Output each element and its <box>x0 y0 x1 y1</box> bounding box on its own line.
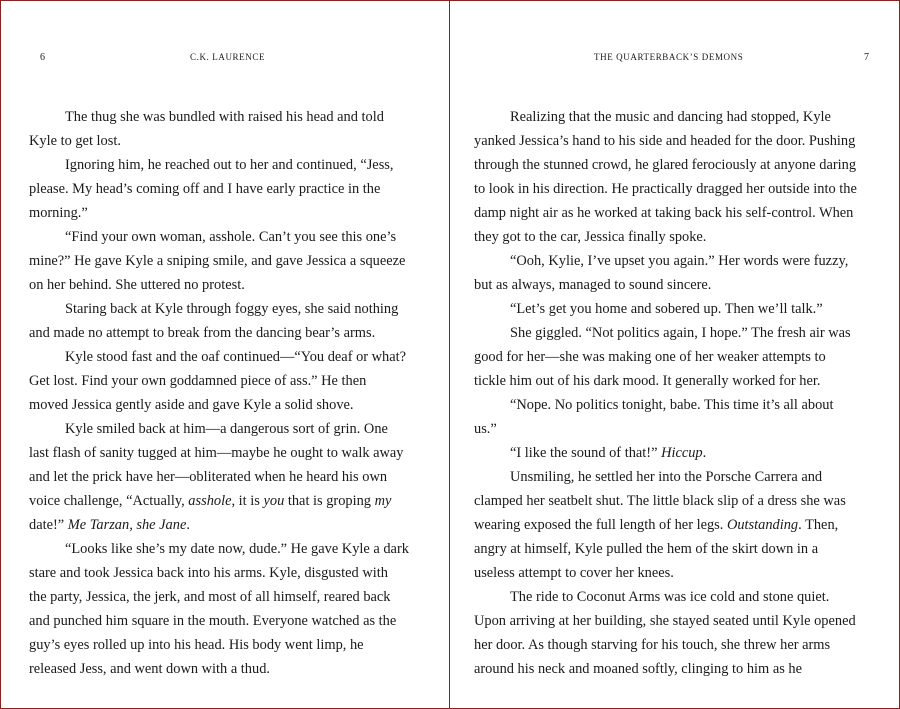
page-number: 7 <box>864 52 869 63</box>
paragraph: Staring back at Kyle through foggy eyes, she said nothing and made no attempt to break from the dancing bear’s arms. <box>29 301 399 341</box>
paragraph: “I like the sound of that!” Hiccup. <box>510 445 707 461</box>
paragraph: Realizing that the music and dancing had stopped, Kyle yanked Jessica’s hand to his side and headed for the door. Pushing through the stunned crowd, he glared ferociously at anyone daring to look in his direction. He practically dragged her outside into the damp night air as he worked at taking back his self-control. When they got to the car, Jessica finally spoke. <box>474 109 857 245</box>
paragraph: The thug she was bundled with raised his head and told Kyle to get lost. <box>29 109 384 149</box>
right-page-body <box>474 105 858 681</box>
paragraph: Ignoring him, he reached out to her and continued, “Jess, please. My head’s coming off and I have early practice in the morning.” <box>29 157 394 221</box>
right-page-header <box>450 52 899 66</box>
paragraph: “Looks like she’s my date now, dude.” He gave Kyle a dark stare and took Jessica back into his arms. Kyle, disgusted with the party, Jessica, the jerk, and most of all himself, reared back and punched him square in the mouth. Everyone watched as the guy’s eyes rolled up into his head. His body went limp, he released Jess, and went down with a thud. <box>29 541 409 677</box>
paragraph: Kyle stood fast and the oaf continued—“You deaf or what? Get lost. Find your own goddamned piece of ass.” He then moved Jessica gently aside and gave Kyle a solid shove. <box>29 349 407 413</box>
paragraph: Kyle smiled back at him—a dangerous sort of grin. One last flash of sanity tugged at him—maybe he ought to walk away and let the prick have her—obliterated when he heard his own voice challenge, “Actually, asshole, it is you that is groping my date!” Me Tarzan, she Jane. <box>29 421 404 533</box>
paragraph: Unsmiling, he settled her into the Porsche Carrera and clamped her seatbelt shut. The little black slip of a dress she was wearing exposed the full length of her legs. Outstanding. Then, angry at himself, Kyle pulled the hem of the skirt down in a useless attempt to cover her knees. <box>474 469 846 581</box>
running-head-author: C.K. LAURENCE <box>190 52 266 62</box>
paragraph: “Let’s get you home and sobered up. Then we’ll talk.” <box>510 301 823 317</box>
paragraph: “Nope. No politics tonight, babe. This time it’s all about us.” <box>474 397 834 437</box>
left-page-body <box>29 105 409 681</box>
paragraph: “Ooh, Kylie, I’ve upset you again.” Her words were fuzzy, but as always, managed to sound sincere. <box>474 253 849 293</box>
left-page-header <box>1 52 449 66</box>
left-page <box>1 1 450 708</box>
paragraph: “Find your own woman, asshole. Can’t you see this one’s mine?” He gave Kyle a sniping smile, and gave Jessica a squeeze on her behind. She uttered no protest. <box>29 229 406 293</box>
paragraph: She giggled. “Not politics again, I hope.” The fresh air was good for her—she was making one of her weaker attempts to tickle him out of his dark mood. It generally worked for her. <box>474 325 851 389</box>
page-number: 6 <box>40 52 45 63</box>
right-page <box>450 1 899 708</box>
running-head-title: THE QUARTERBACK’S DEMONS <box>594 52 744 62</box>
paragraph: The ride to Coconut Arms was ice cold and stone quiet. Upon arriving at her building, she stayed seated until Kyle opened her door. As though starving for his touch, she threw her arms around his neck and moaned softly, clinging to him as he <box>474 589 856 677</box>
